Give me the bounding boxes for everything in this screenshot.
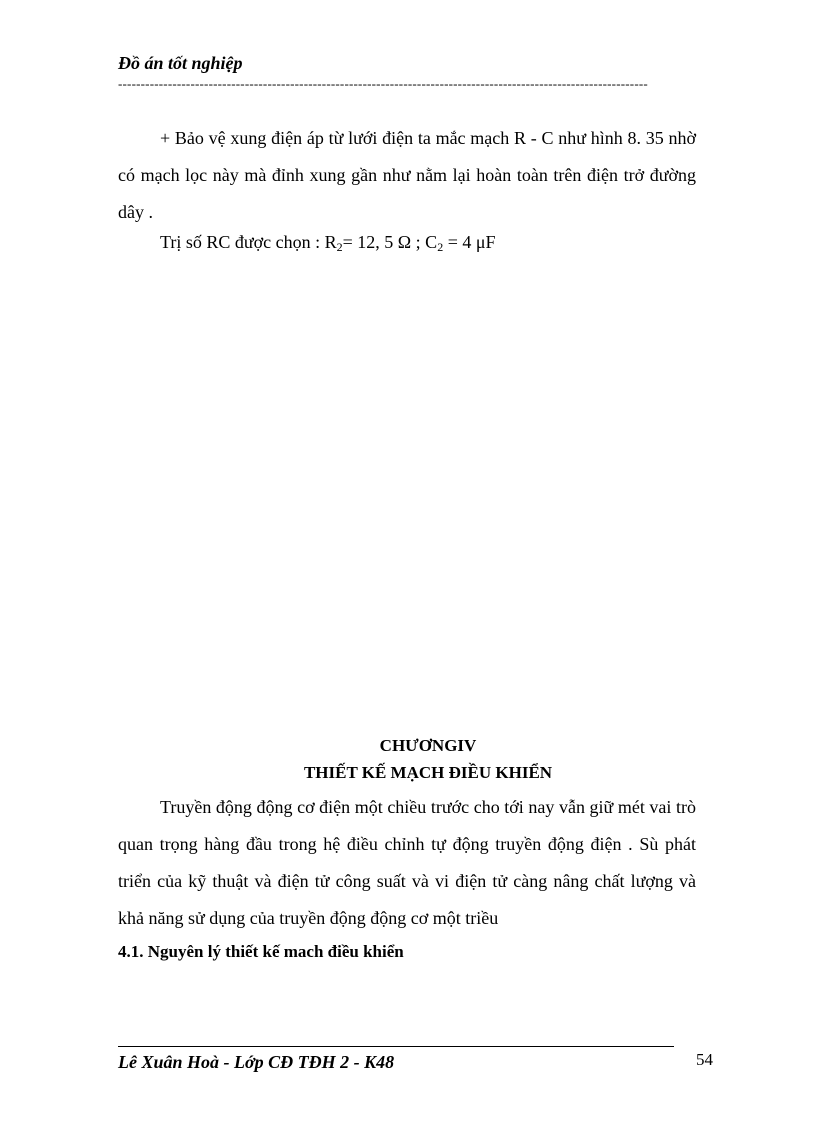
c-subscript: 2 [437, 240, 444, 254]
chapter-title: THIẾT KẾ MẠCH ĐIỀU KHIỂN [303, 763, 553, 782]
page-number: 54 [696, 1050, 713, 1069]
paragraph-intro: Truyền động động cơ điện một chiều trước cho tới nay vẫn giữ mét vai trò quan trọng hàng đầu trong hệ điều chỉnh tự động truyền động điện . Sù phát triển của kỹ thuật và điện tử công suất và vi điện tử càng nâng chất lượng và khả năng sử dụng của truyền động động cơ một triều [118, 797, 696, 928]
r-subscript: 2 [336, 240, 343, 254]
footer-rule [118, 1046, 674, 1047]
rc-prefix: Trị số RC được chọn : R [160, 232, 337, 252]
header-divider: --------------------------------------------------------------------------------------------------------------------- [118, 77, 648, 91]
section-heading: 4.1. Nguyên lý thiết kế mach điều khiển [118, 942, 404, 961]
chapter-label: CHƯƠNGIV [379, 736, 477, 755]
paragraph-rc-values [118, 224, 696, 261]
paragraph-protection: + Bảo vệ xung điện áp từ lưới điện ta mắc mạch R - C như hình 8. 35 nhờ có mạch lọc này mà đỉnh xung gần như nằm lại hoàn toàn trên điện trở đường dây . [118, 128, 696, 222]
header-title: Đồ án tốt nghiệp [118, 53, 243, 73]
rc-mid: = 12, 5 Ω ; C [342, 232, 438, 252]
rc-suffix: = 4 μF [443, 232, 496, 252]
footer-author: Lê Xuân Hoà - Lớp CĐ TĐH 2 - K48 [118, 1052, 395, 1072]
